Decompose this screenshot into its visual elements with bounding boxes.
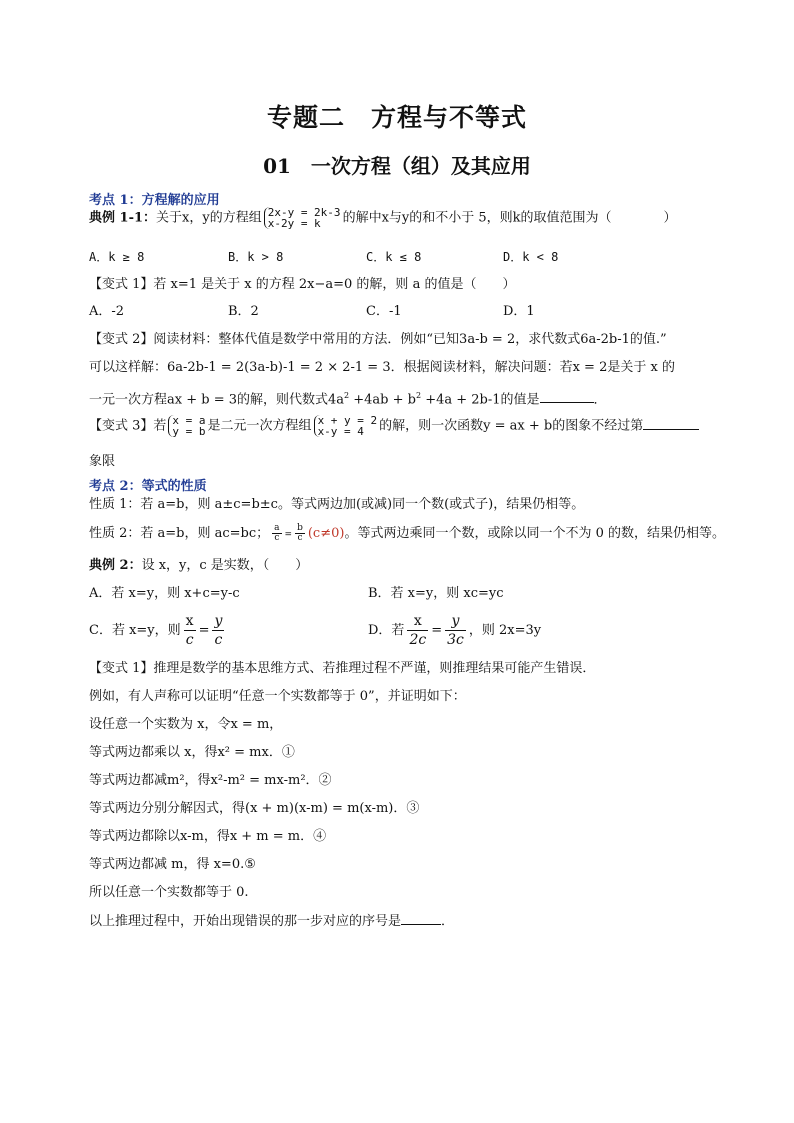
variant-3-tail: 象限 [89,454,116,469]
example-2 [89,557,308,574]
proof-line-1: 例如，有人声称可以证明“任意一个实数都等于 0”，并证明如下： [89,689,466,704]
answer-blank[interactable] [643,417,699,430]
property-text: 性质 2：若 a=b，则 ac=bc； [89,526,270,541]
variant-2-line-3 [89,387,607,408]
section-heading-2: 考点 2：等式的性质 [89,479,207,494]
example-text: 设 x，y，c 是实数，（ ） [141,558,309,573]
option-text: D．若 [368,623,405,638]
fraction-x-over-c [184,612,196,649]
solution-y: y = b [172,425,206,438]
variant-1 [89,276,515,293]
denominator: 2c [409,632,427,648]
variant-1-option-b: B．2 [228,304,259,319]
variant-1-option-c: C．-1 [366,304,402,319]
denominator: 3c [447,632,464,648]
equation-1: x + y = 2 [317,414,378,427]
proof-line-5: 等式两边分别分解因式，得(x + m)(x-m) = m(x-m)．③ [89,801,420,816]
example-label: 典例 2： [89,558,142,573]
question-text: 以上推理过程中，开始出现错误的那一步对应的序号是 [89,914,402,929]
proof-line-7: 等式两边都减 m，得 x=0.⑤ [89,857,256,872]
example-2-option-c: C．若 x=y，则 $\frac{x}{c}$ = $\frac{y}{c}$ [89,613,223,648]
proof-line-3: 等式两边都乘以 x，得x² = mx．① [89,745,295,760]
variant-2-line-1 [89,331,667,348]
example-2-option-a: A．若 x=y，则 x+c=y-c [89,586,240,601]
option-text: ，则 2x=3y [468,623,542,638]
answer-blank[interactable] [540,390,594,403]
example-text-post: 的解中x与y的和不小于 5，则k的取值范围为（ ） [342,210,677,226]
fraction-b-over-c [295,524,305,543]
proof-line-8: 所以任意一个实数都等于 0. [89,885,249,900]
variant-text: 阅读材料：整体代值是数学中常用的方法．例如“已知3a-b = 2，求代数式6a-2b-1的值.” [153,332,667,347]
equation-2: x-2y = k [267,217,321,230]
example-1-1 [89,207,677,229]
proof-line-4: 等式两边都减m²，得x²-m² = mx-m²．② [89,773,332,788]
option-d: D．k < 8 [503,250,559,264]
proof-line-2: 设任意一个实数为 x，令x = m， [89,717,283,732]
fraction-x-over-2c [407,612,428,649]
fraction-y-over-c [212,612,224,649]
page-subtitle: 01 一次方程（组）及其应用 [263,154,531,178]
fraction-a-over-c [272,524,281,543]
variant-text: 推理是数学的基本思维方式、若推理过程不严谨，则推理结果可能产生错误． [153,661,596,676]
proof-line-6: 等式两边都除以x-m，得x + m = m．④ [89,829,327,844]
numerator: y [445,612,466,631]
variant-label: 【变式 1】 [89,277,154,292]
equation-system [314,415,378,437]
solution-system [168,415,205,437]
superscript-2: 2 [344,391,350,400]
numerator: y [214,613,223,629]
variant-text: 是二元一次方程组 [207,418,312,434]
page-title: 专题二 方程与不等式 [266,103,527,132]
variant-text: 若 x=1 是关于 x 的方程 2x−a=0 的解，则 a 的值是（ ） [153,277,516,292]
variant-1-option-d: D．1 [503,304,535,319]
numerator: b [297,523,303,533]
variant-2-line-2: 可以这样解：6a-2b-1 = 2(3a-b)-1 = 2 × 2-1 = 3．根据阅读材料，解决问题：若x = 2是关于 x 的 [89,360,675,375]
equation-1: 2x-y = 2k-3 [267,206,341,219]
answer-blank[interactable] [401,912,441,925]
variant-text: 的解，则一次函数y = ax + b的图象不经过第 [379,418,644,434]
fraction-y-over-3c [445,612,466,649]
denominator: c [274,533,280,543]
option-text: C．若 x=y，则 [89,623,181,638]
option-a: A．k ≥ 8 [89,250,145,264]
variant-text: 若 [153,418,167,434]
solution-x: x = a [172,414,206,427]
denominator: c [214,632,223,648]
example-2-option-b: B．若 x=y，则 xc=yc [368,586,504,601]
numerator: a [274,523,280,533]
example-label: 典例 1-1： [89,210,157,226]
option-c: C．k ≤ 8 [366,250,422,264]
variant-label: 【变式 3】 [89,418,154,434]
variant-1-option-a: A．-2 [89,304,125,319]
example-2-option-d: D．若 $\frac{x}{2c}$ = $\frac{y}{3c}$ ，则 2x=3y [368,613,542,648]
variant-text: 一元一次方程ax + b = 3的解，则代数式4a [89,392,345,408]
variant-text: +4a + 2b-1的值是 [421,392,540,408]
property-text: 。等式两边乘同一个数，或除以同一个不为 0 的数，结果仍相等。 [344,526,725,541]
equation-2: x-y = 4 [317,425,364,438]
variant-2-1 [89,660,595,677]
section-heading-1: 考点 1：方程解的应用 [89,193,220,208]
numerator: x [185,613,194,629]
equation-system [264,207,341,229]
superscript-2: 2 [415,391,422,400]
equals-sign: = [284,530,293,540]
variant-text: +4ab + b [349,392,416,408]
variant-text: ． [593,392,607,408]
variant-label: 【变式 2】 [89,332,154,347]
property-2 [89,524,725,544]
condition-note: (c≠0) [307,526,345,541]
property-1: 性质 1：若 a=b，则 a±c=b±c。等式两边加(或减)同一个数(或式子)，结果仍相等。 [89,497,585,512]
option-b: B．k > 8 [228,250,284,264]
question-end: ． [441,914,455,929]
denominator: c [297,533,303,543]
question-line [89,912,454,930]
variant-label: 【变式 1】 [89,661,154,676]
numerator: x [407,612,428,631]
denominator: c [185,632,194,648]
example-text-pre: 关于x，y的方程组 [156,210,262,226]
variant-3 [89,415,699,437]
